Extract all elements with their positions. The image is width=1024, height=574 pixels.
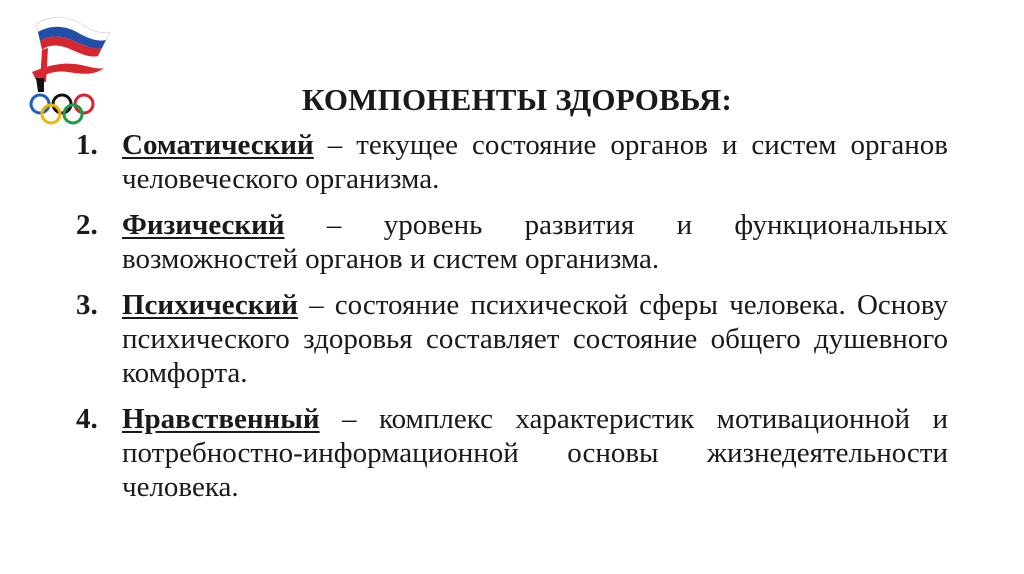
item-text — [122, 288, 948, 390]
page-title: КОМПОНЕНТЫ ЗДОРОВЬЯ: — [301, 82, 733, 117]
item-description: – состояние психической сферы человека. Основу психического здоровья составляет состояние общего душевного комфорта. — [122, 289, 948, 389]
item-term: Физический — [122, 209, 285, 241]
item-term: Нравственный — [122, 403, 320, 435]
item-description: – комплекс характеристик мотивационной и потребностно-информационной основы жизнедеятельности человека. — [122, 403, 948, 503]
list-item — [76, 288, 948, 390]
item-description: – текущее состояние органов и систем органов человеческого организма. — [122, 129, 948, 195]
item-number: 4. — [76, 403, 98, 435]
item-number: 2. — [76, 209, 98, 241]
item-text — [122, 128, 948, 196]
list-item — [76, 402, 948, 504]
item-term: Психический — [122, 289, 298, 321]
item-text — [122, 402, 948, 504]
item-number: 3. — [76, 289, 98, 321]
item-term: Соматический — [122, 129, 314, 161]
item-description: – уровень развития и функциональных возможностей органов и систем организма. — [122, 209, 948, 275]
list-item — [76, 208, 948, 276]
item-number: 1. — [76, 129, 98, 161]
list-item — [76, 128, 948, 196]
item-text — [122, 208, 948, 276]
components-list — [76, 128, 948, 504]
